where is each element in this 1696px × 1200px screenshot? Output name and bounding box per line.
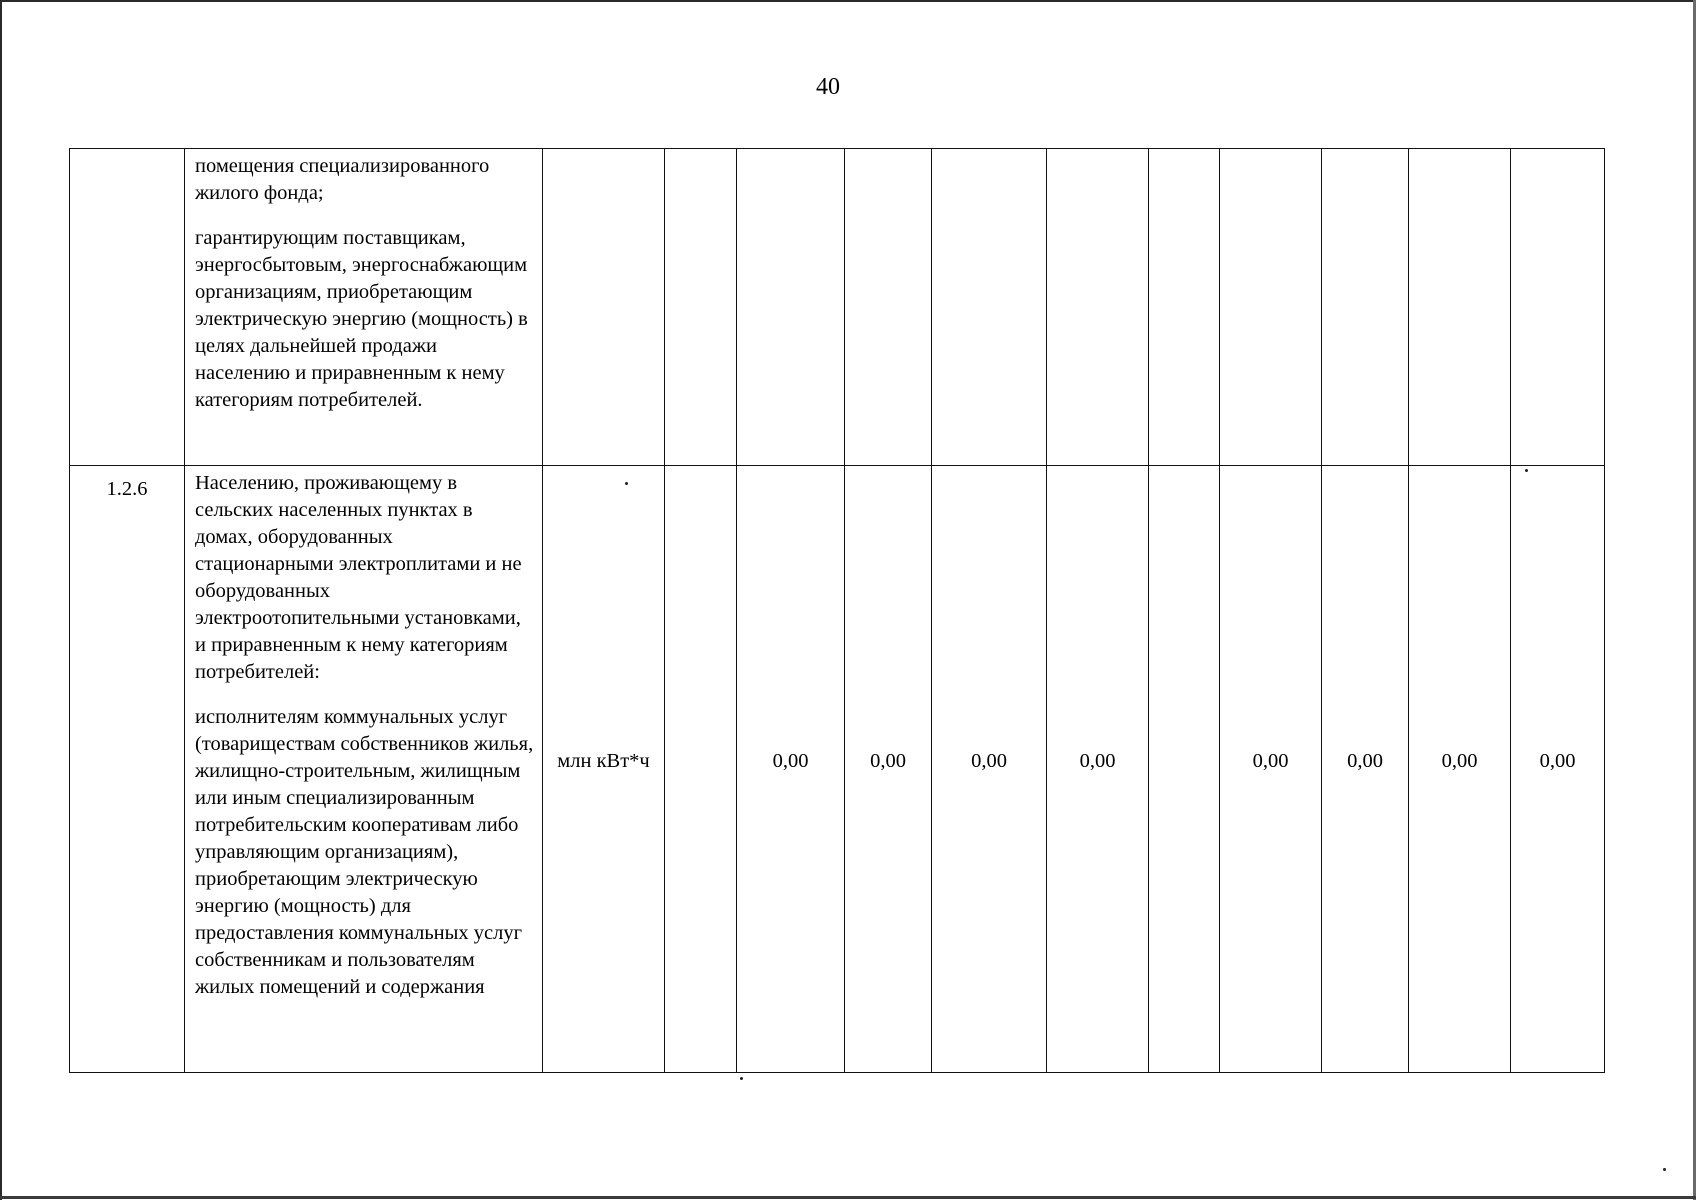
unit-cell <box>543 149 665 466</box>
row-description-cell <box>185 466 543 1073</box>
value-cell <box>845 149 932 466</box>
row-description-cell <box>185 149 543 466</box>
value-cell <box>1149 149 1220 466</box>
value-text: 0,00 <box>1441 749 1478 772</box>
value-text: 0,00 <box>971 749 1007 772</box>
tariff-table <box>69 148 1605 1073</box>
value-cell <box>932 466 1047 1073</box>
value-text: 0,00 <box>1539 749 1576 772</box>
value-cell <box>1409 149 1511 466</box>
value-text: 0,00 <box>1252 749 1289 772</box>
value-cell <box>737 149 845 466</box>
page-number: 40 <box>816 74 840 100</box>
table-row <box>70 149 1605 466</box>
value-cell <box>1409 466 1511 1073</box>
value-cell <box>1322 466 1409 1073</box>
value-cell <box>1047 466 1149 1073</box>
scan-speck <box>1525 469 1528 472</box>
value-cell <box>845 466 932 1073</box>
description-paragraph: помещения специализированного жилого фонда; <box>195 155 490 204</box>
description-paragraph: гарантирующим поставщикам, энергосбытовым, энергоснабжающим организациям, приобретающим электрическую энергию (мощность) в целях дальнейшей продажи населению и приравненным к нему категориям потребителей. <box>195 227 528 411</box>
description-paragraph: исполнителям коммунальных услуг (товариществам собственников жилья, жилищно-строительным, жилищным или иным специализированным потребительским кооперативам либо управляющим организациям), приобретающим электрическую энергию (мощность) для предоставления коммунальных услуг собственникам и пользователям жилых помещений и содержания <box>195 706 534 998</box>
unit-label: млн кВт*ч <box>557 749 650 772</box>
value-cell <box>665 466 737 1073</box>
value-cell <box>1047 149 1149 466</box>
scan-speck <box>1663 1168 1666 1171</box>
table-row <box>70 466 1605 1073</box>
value-text: 0,00 <box>1347 749 1383 772</box>
value-cell <box>1220 149 1322 466</box>
row-number-cell <box>70 149 185 466</box>
scan-speck <box>740 1077 743 1080</box>
unit-cell <box>543 466 665 1073</box>
value-cell <box>737 466 845 1073</box>
value-cell <box>1322 149 1409 466</box>
value-cell <box>932 149 1047 466</box>
row-number-cell: 1.2.6 <box>70 466 185 1073</box>
scan-left-edge <box>0 0 2 1200</box>
scan-top-edge <box>0 0 1696 2</box>
value-cell <box>1511 149 1605 466</box>
value-text: 0,00 <box>772 749 809 772</box>
value-cell <box>665 149 737 466</box>
description-paragraph: Населению, проживающему в сельских населенных пунктах в домах, оборудованных стационарными электроплитами и не оборудованных электроотопительными установками, и приравненным к нему категориям потребителей: <box>195 472 522 683</box>
value-cell <box>1149 466 1220 1073</box>
value-text: 0,00 <box>1079 749 1116 772</box>
value-text: 0,00 <box>870 749 906 772</box>
value-cell <box>1511 466 1605 1073</box>
scan-speck <box>625 482 628 485</box>
value-cell <box>1220 466 1322 1073</box>
scan-bottom-edge <box>0 1196 1696 1199</box>
